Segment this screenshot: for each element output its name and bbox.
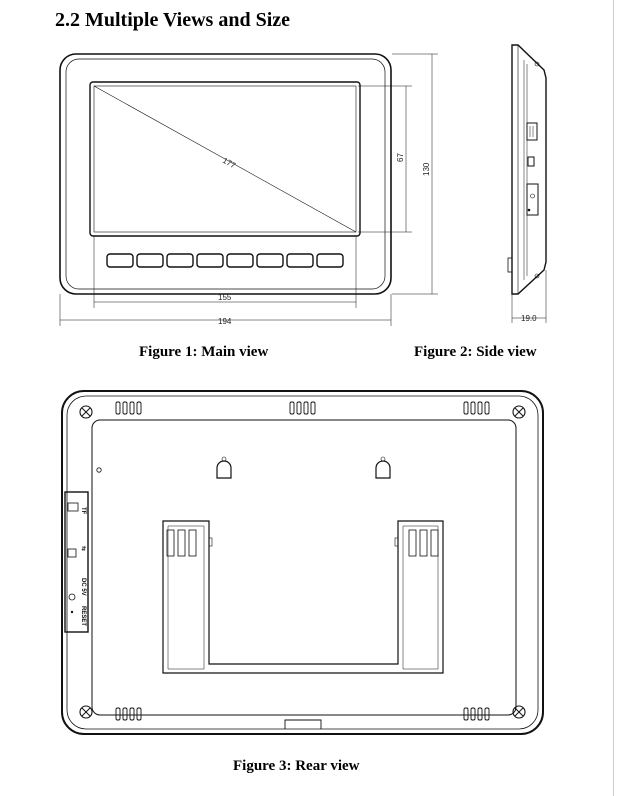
keyhole-mounts [217, 457, 390, 478]
stand [163, 521, 443, 673]
port-label-reset: RESET [80, 606, 86, 627]
dim-screen-height: 67 [396, 153, 405, 162]
dim-diagonal: 177 [221, 155, 238, 171]
figure-2-caption: Figure 2: Side view [414, 344, 537, 360]
dim-screen-width: 155 [218, 293, 232, 302]
side-view-drawing [508, 45, 546, 323]
port-label-usb: ⇆ [80, 546, 86, 552]
figure-3-caption: Figure 3: Rear view [233, 758, 360, 774]
rear-view-drawing [62, 391, 543, 734]
vent-slots [116, 402, 489, 720]
dim-depth: 19.0 [521, 314, 537, 323]
front-buttons [107, 254, 343, 267]
corner-screws [80, 406, 525, 718]
port-label-dc: DC 5V [80, 578, 86, 596]
port-label-tf: TF [80, 507, 86, 515]
main-view-drawing [60, 54, 438, 326]
dim-width: 194 [218, 317, 232, 326]
section-heading: 2.2 Multiple Views and Size [55, 9, 291, 31]
screw-slots [82, 408, 523, 716]
dim-height: 130 [422, 162, 431, 176]
figure-1-caption: Figure 1: Main view [139, 344, 269, 360]
